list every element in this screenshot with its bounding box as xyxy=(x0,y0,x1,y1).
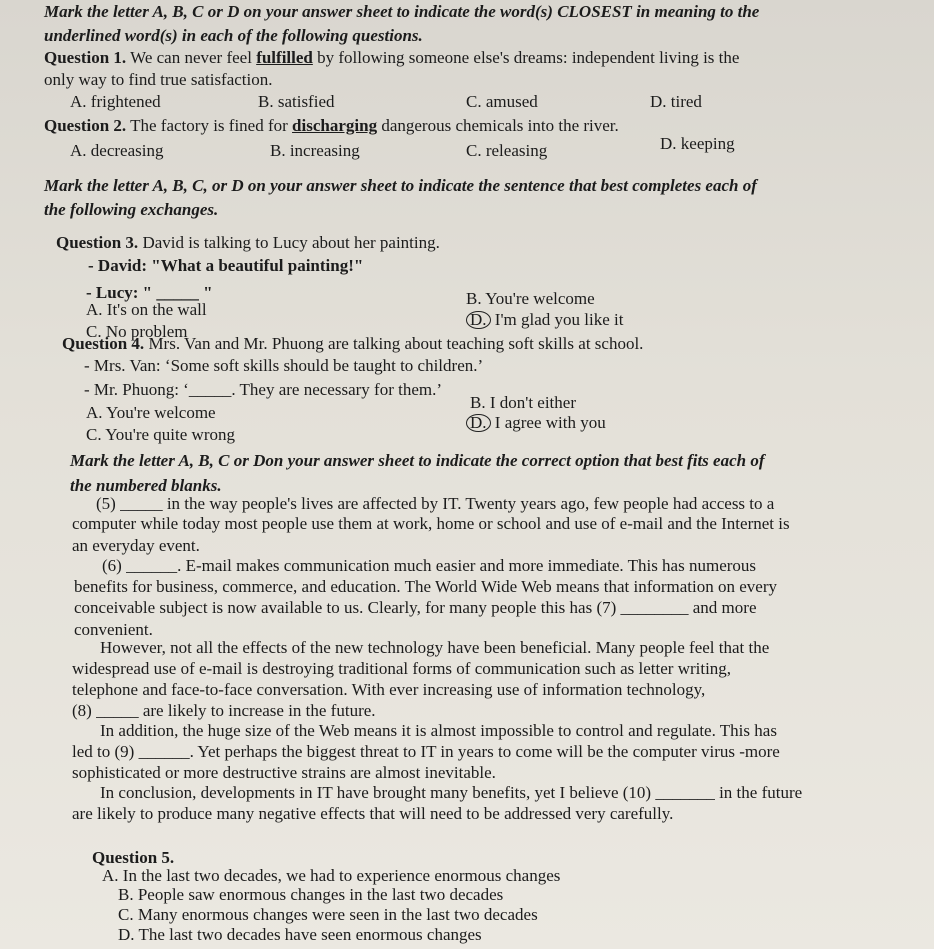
question4-option-a: A. You're welcome xyxy=(86,403,216,422)
answer-circle-d: D. xyxy=(466,414,491,432)
passage-line: computer while today most people use them at work, home or school and use of e-mail and the Internet is xyxy=(72,514,790,533)
question3-option-d: D. I'm glad you like it xyxy=(466,310,623,330)
question5-option-d: D. The last two decades have seen enormous changes xyxy=(118,925,482,944)
question3-option-b: B. You're welcome xyxy=(466,289,595,308)
question2-stem: Question 2. The factory is fined for discharging dangerous chemicals into the river. xyxy=(44,116,619,135)
section1-instruction-line1: Mark the letter A, B, C or D on your answer sheet to indicate the word(s) CLOSEST in meaning to the xyxy=(44,2,760,21)
passage-line: sophisticated or more destructive strains are almost inevitable. xyxy=(72,763,496,782)
question1-stem-line2: only way to find true satisfaction. xyxy=(44,70,273,89)
passage-line: (5) _____ in the way people's lives are affected by IT. Twenty years ago, few people had access to a xyxy=(96,494,775,513)
question2-option-c: C. releasing xyxy=(466,141,548,160)
question1-label: Question 1. xyxy=(44,48,127,67)
question4-stem: Question 4. Mrs. Van and Mr. Phuong are talking about teaching soft skills at school. xyxy=(62,334,644,353)
section3-instruction-line1: Mark the letter A, B, C or Don your answer sheet to indicate the correct option that best fits each of xyxy=(70,451,765,470)
question2-option-d: D. keeping xyxy=(660,134,735,153)
question4-mr-phuong-line: - Mr. Phuong: ‘_____. They are necessary for them.’ xyxy=(84,380,443,399)
section3-instruction-line2: the numbered blanks. xyxy=(70,476,222,495)
question1-option-d: D. tired xyxy=(650,92,702,111)
question3-lucy-line: - Lucy: " _____ " xyxy=(86,283,213,302)
passage-line: In addition, the huge size of the Web means it is almost impossible to control and regulate. This has xyxy=(100,721,777,740)
question4-option-b: B. I don't either xyxy=(470,393,576,412)
question2-option-a: A. decreasing xyxy=(70,141,164,160)
passage-line: convenient. xyxy=(74,620,153,639)
passage-line: (6) ______. E-mail makes communication much easier and more immediate. This has numerous xyxy=(102,556,757,575)
question3-label: Question 3. xyxy=(56,233,139,252)
question4-option-d: D. I agree with you xyxy=(466,413,606,433)
question5-label: Question 5. xyxy=(92,848,175,867)
passage-line: benefits for business, commerce, and education. The World Wide Web means that information on every xyxy=(74,577,777,596)
question2-underlined-word: discharging xyxy=(292,116,378,135)
question4-mrs-van-line: - Mrs. Van: ‘Some soft skills should be taught to children.’ xyxy=(84,356,484,375)
question3-david-line: - David: "What a beautiful painting!" xyxy=(88,256,364,275)
question4-option-c: C. You're quite wrong xyxy=(86,425,235,444)
answer-circle-d: D. xyxy=(466,311,491,329)
question5-option-c: C. Many enormous changes were seen in the last two decades xyxy=(118,905,538,924)
passage-line: an everyday event. xyxy=(72,536,200,555)
question2-option-b: B. increasing xyxy=(270,141,360,160)
passage-line: However, not all the effects of the new technology have been beneficial. Many people feel that the xyxy=(100,638,770,657)
passage-line: led to (9) ______. Yet perhaps the biggest threat to IT in years to come will be the computer virus -more xyxy=(72,742,780,761)
question1-underlined-word: fulfilled xyxy=(256,48,313,67)
question5-option-b: B. People saw enormous changes in the last two decades xyxy=(118,885,504,904)
question1-stem: Question 1. We can never feel fulfilled by following someone else's dreams: independent living is the xyxy=(44,48,740,67)
passage-line: telephone and face-to-face conversation. With ever increasing use of information technology, xyxy=(72,680,706,699)
question3-stem: Question 3. David is talking to Lucy about her painting. xyxy=(56,233,440,252)
passage-line: (8) _____ are likely to increase in the future. xyxy=(72,701,376,720)
section2-instruction-line1: Mark the letter A, B, C, or D on your answer sheet to indicate the sentence that best completes each of xyxy=(44,176,757,195)
question1-option-c: C. amused xyxy=(466,92,538,111)
question5-option-a: A. In the last two decades, we had to experience enormous changes xyxy=(102,866,561,885)
passage-line: widespread use of e-mail is destroying traditional forms of communication such as letter writing, xyxy=(72,659,732,678)
section2-instruction-line2: the following exchanges. xyxy=(44,200,219,219)
passage-line: conceivable subject is now available to us. Clearly, for many people this has (7) ________ and more xyxy=(74,598,757,617)
question4-label: Question 4. xyxy=(62,334,145,353)
question2-label: Question 2. xyxy=(44,116,127,135)
question3-option-a: A. It's on the wall xyxy=(86,300,207,319)
passage-line: In conclusion, developments in IT have brought many benefits, yet I believe (10) _______ in the future xyxy=(100,783,803,802)
question1-option-a: A. frightened xyxy=(70,92,161,111)
question3-option-c: C. No problem xyxy=(86,322,188,341)
question1-option-b: B. satisfied xyxy=(258,92,335,111)
section1-instruction-line2: underlined word(s) in each of the following questions. xyxy=(44,26,423,45)
passage-line: are likely to produce many negative effects that will need to be addressed very carefully. xyxy=(72,804,674,823)
